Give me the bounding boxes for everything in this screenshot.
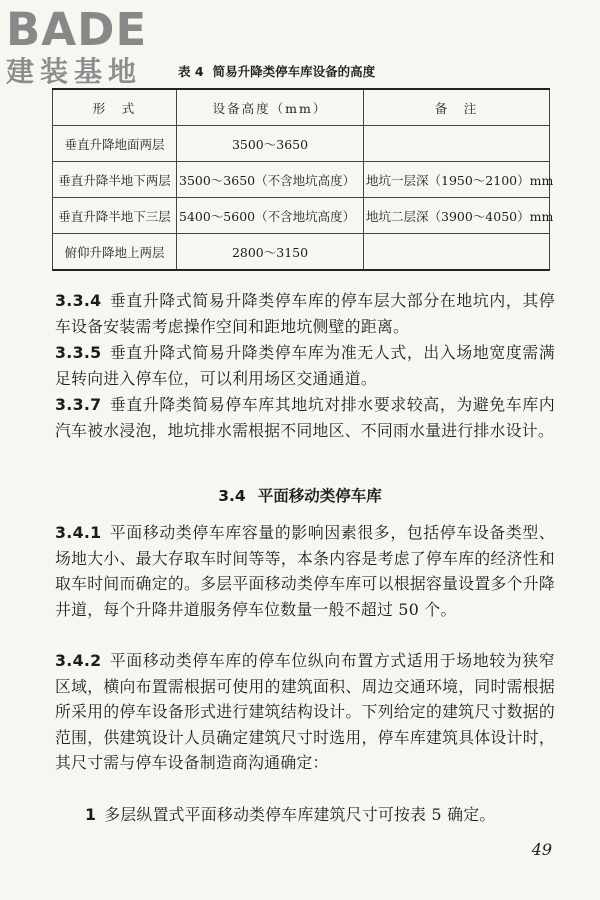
table-cell-remark: 地坑二层深（3900～4050）mm: [364, 198, 550, 234]
table-cell-remark: [364, 234, 550, 271]
list-item-number: 1: [85, 805, 97, 824]
logo-main-text: BADE: [6, 3, 148, 56]
table-row: [53, 198, 550, 234]
header-height: 设备高度（mm）: [177, 89, 364, 126]
clause-number: 3.4.2: [55, 651, 102, 670]
clause-3-3-5: [55, 340, 555, 391]
section-number: 3.4: [218, 487, 246, 505]
list-item-1: [55, 802, 555, 828]
section-heading: [0, 484, 600, 506]
logo-sub-text: 建装基地: [6, 55, 143, 88]
header-remark: 备 注: [364, 89, 550, 126]
table-caption-title: 简易升降类停车库设备的高度: [212, 64, 376, 79]
clause-number: 3.3.5: [55, 343, 102, 362]
watermark-logo: [6, 3, 176, 89]
table-cell-form: 垂直升降半地下三层: [53, 198, 177, 234]
table-row: [53, 126, 550, 162]
table-cell-form: 俯仰升降地上两层: [53, 234, 177, 271]
table-cell-form: 垂直升降地面两层: [53, 126, 177, 162]
table-cell-remark: [364, 126, 550, 162]
clause-number: 3.3.7: [55, 395, 102, 414]
page-number: 49: [531, 840, 552, 859]
clause-3-4-2: [55, 648, 555, 776]
clause-text: 垂直升降式简易升降类停车库为准无人式，出入场地宽度需满足转向进入停车位，可以利用场区交通通道。: [55, 343, 555, 388]
clause-text: 平面移动类停车库容量的影响因素很多，包括停车设备类型、场地大小、最大存取车时间等等，本条内容是考虑了停车库的经济性和取车时间而确定的。多层平面移动类停车库可以根据容量设置多个升降井道，每个升降井道服务停车位数量一般不超过 50 个。: [55, 523, 555, 619]
clause-3-3-4: [55, 288, 555, 339]
clause-text: 垂直升降类简易停车库其地坑对排水要求较高，为避免车库内汽车被水浸泡，地坑排水需根据不同地区、不同雨水量进行排水设计。: [55, 395, 555, 440]
table-caption: [178, 62, 375, 80]
table-cell-form: 垂直升降半地下两层: [53, 162, 177, 198]
clause-text: 垂直升降式简易升降类停车库的停车层大部分在地坑内，其停车设备安装需考虑操作空间和距地坑侧壁的距离。: [55, 291, 555, 336]
clause-text: 平面移动类停车库的停车位纵向布置方式适用于场地较为狭窄区域，横向布置需根据可使用的建筑面积、周边交通环境，同时需根据所采用的停车设备形式进行建筑结构设计。下列给定的建筑尺寸数据的范围，供建筑设计人员确定建筑尺寸时选用，停车库建筑具体设计时，其尺寸需与停车设备制造商沟通确定：: [55, 651, 555, 772]
table-row: [53, 234, 550, 271]
table-row: [53, 162, 550, 198]
clause-3-3-7: [55, 392, 555, 443]
clause-number: 3.3.4: [55, 291, 102, 310]
clause-3-4-1: [55, 520, 555, 622]
table-cell-height: 3500～3650: [177, 126, 364, 162]
section-title: 平面移动类停车库: [257, 487, 382, 505]
table-cell-remark: 地坑一层深（1950～2100）mm: [364, 162, 550, 198]
table-cell-height: 2800～3150: [177, 234, 364, 271]
table-caption-number: 表 4: [178, 64, 204, 79]
equipment-height-table: [52, 88, 554, 271]
table-cell-height: 5400～5600（不含地坑高度）: [177, 198, 364, 234]
list-item-text: 多层纵置式平面移动类停车库建筑尺寸可按表 5 确定。: [104, 805, 496, 824]
table-cell-height: 3500～3650（不含地坑高度）: [177, 162, 364, 198]
header-form: 形 式: [53, 89, 177, 126]
table-header-row: [53, 89, 550, 126]
clause-number: 3.4.1: [55, 523, 102, 542]
